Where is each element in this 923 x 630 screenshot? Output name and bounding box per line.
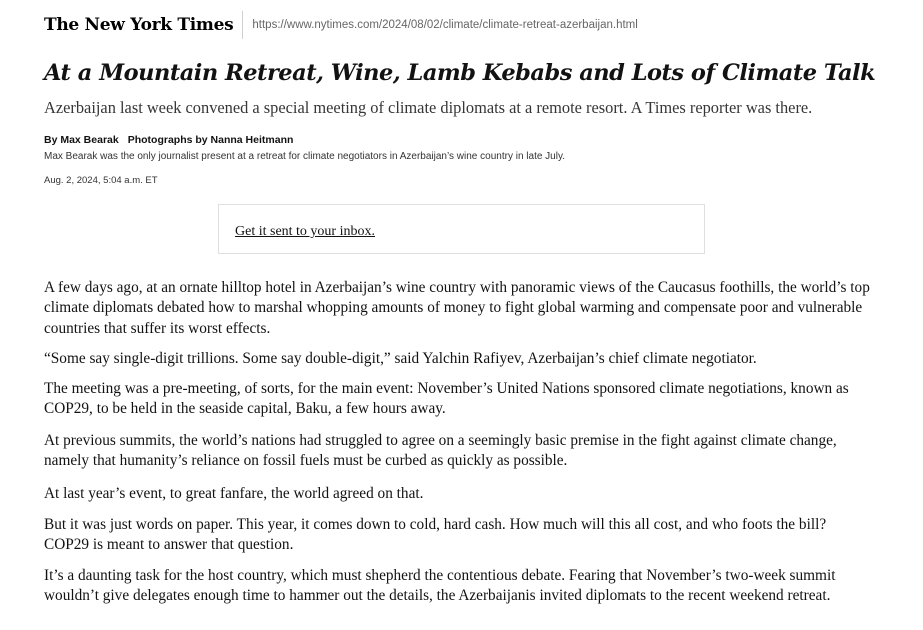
newsletter-promo: [218, 204, 705, 254]
newsletter-signup-link[interactable]: Get it sent to your inbox.: [235, 224, 375, 239]
paragraph: At last year’s event, to great fanfare, the world agreed on that.: [44, 485, 424, 502]
headline: At a Mountain Retreat, Wine, Lamb Kebabs and Lots of Climate Talk: [44, 60, 876, 86]
publish-date: Aug. 2, 2024, 5:04 a.m. ET: [44, 175, 158, 186]
masthead: [44, 11, 638, 39]
paragraph: It’s a daunting task for the host country, which must shepherd the contentious debate. Fearing that November’s two-week summit wouldn’t give delegates enough time to hammer out the details, the Azerbaijanis invited diplomats to the recent weekend retreat.: [44, 567, 836, 605]
paragraph: “Some say single-digit trillions. Some say double-digit,” said Yalchin Rafiyev, Azerbaijan’s chief climate negotiator.: [44, 350, 757, 367]
nyt-logo[interactable]: The New York Times: [44, 15, 234, 35]
author-link[interactable]: By Max Bearak: [44, 134, 119, 146]
paragraph: A few days ago, at an ornate hilltop hotel in Azerbaijan’s wine country with panoramic views of the Caucasus foothills, the world’s top climate diplomats debated how to marshal whopping amounts of money to fight global warming and compensate poor and vulnerable countries that suffer its worst effects.: [44, 279, 870, 337]
masthead-divider: [242, 11, 243, 39]
photographer-credit: Photographs by Nanna Heitmann: [127, 134, 294, 146]
article-url[interactable]: https://www.nytimes.com/2024/08/02/climate/climate-retreat-azerbaijan.html: [252, 19, 638, 31]
byline: [44, 134, 293, 146]
paragraph: The meeting was a pre-meeting, of sorts, for the main event: November’s United Nations sponsored climate negotiations, known as COP29, to be held in the seaside capital, Baku, a few hours away.: [44, 380, 849, 418]
paragraph: At previous summits, the world’s nations had struggled to agree on a seemingly basic premise in the fight against climate change, namely that humanity’s reliance on fossil fuels must be curbed as quickly as possible.: [44, 432, 837, 470]
summary: Azerbaijan last week convened a special meeting of climate diplomats at a remote resort. A Times reporter was there.: [44, 98, 813, 117]
paragraph: But it was just words on paper. This year, it comes down to cold, hard cash. How much will this all cost, and who foots the bill? COP29 is meant to answer that question.: [44, 516, 827, 554]
reporter-note: Max Bearak was the only journalist present at a retreat for climate negotiators in Azerbaijan’s wine country in late July.: [44, 151, 566, 162]
